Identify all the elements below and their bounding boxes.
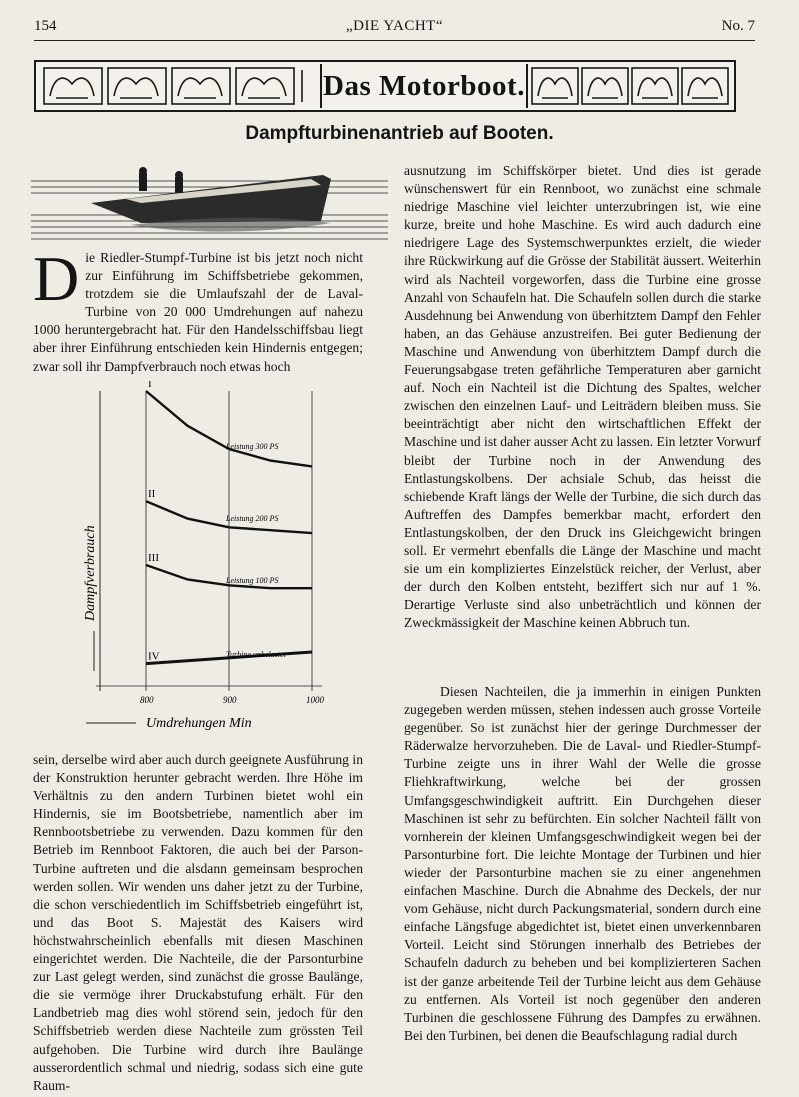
section-banner [34, 60, 736, 112]
turbine-chart [76, 381, 376, 751]
issue-number: No. 7 [721, 18, 755, 34]
motorboat-illustration [31, 163, 388, 243]
left-lower-paragraph: sein, derselbe wird aber auch durch geeignete Ausführung in der Konstruktion herunter gebracht werden. Ihre Höhe im Verhältnis zu den andern Turbinen bietet wohl ein Hindernis, sie im Bootsbetriebe, namentlich aber im Rennbootsbetriebe zu verwenden. Dazu kommen für den Betrieb im Rennboot Faktoren, die auch bei der Parson-Turbine auftreten und die alsdann gemeinsam besprochen werden sollen. Wir wenden uns daher jetzt zu der Turbine, die schon verschiedentlich im Schiffsbetrieb eingeführt ist, und das Boot S. Majestät des Kaisers wird höchstwahrscheinlich ebenfalls mit diesen Maschinen eingerichtet werden. Die Nachteile, die der Parsonturbine zur Last gelegt werden, sind zunächst die grosse Baulänge, die sie vermöge ihrer Druckabstufung erhält. Für den Landbetrieb mag dies wohl störend sein, jedoch für den Schiffsbetrieb werden diese Nachteile zum grössten Teil aufgehoben. Die Turbine wird durch ihre Baulänge ausserordentlich schmal und niedrig, sodass sich eine gute Raum- [33, 752, 363, 1093]
series-numeral: IV [148, 650, 160, 663]
x-tick-label: 900 [223, 695, 237, 705]
article-title: Dampfturbinenantrieb auf Booten. [245, 123, 554, 144]
header-rule [34, 40, 755, 41]
right-ornament [530, 66, 732, 106]
left-column-lower [33, 751, 363, 1095]
right-paragraph-2: Diesen Nachteilen, die ja immerhin in einigen Punkten zugegeben werden müssen, stehen indessen auch grosse Vorteile gegenüber. So ist zunächst hier der geringe Durchmesser der Räderwalze hervorzuheben. Die de Laval- und Riedler-Stumpf-Turbine zeigte uns in ihrer Wahl der Welle die grosse Fliehkraftwirkung, welche bei der grossen Umfangsgeschwindigkeit auftritt. Ein Durchgehen dieser Maschinen ist sehr zu befürchten. Ein solcher Nachteil fällt von vornherein der kleinen Umfangsgeschwindigkeit wegen bei der Parsonturbine fort. Die leichte Montage der Turbinen und hier wieder der Parsonturbine machen sie zu einer angenehmen einfachen Maschine. Durch die Abnahme des Deckels, der nur vom Gehäuse, nicht durch Packungsmaterial, sondern durch eine einfache Längsfuge abgedichtet ist, bietet einen unverkennbaren Vorteil. Leicht sind Störungen innerhalb des Betriebes der Schaufeln dadurch zu beheben und bei komplizierteren Sachen ist der ganze arbeitende Teil der Turbine leicht aus dem Gehäuse zu entfernen. Als Vorteil ist noch gegenüber den anderen Turbinen die geschlossene Führung des Dampfes zu erwähnen. Bei den Turbinen, bei denen die Beaufschlagung radial durch [404, 684, 761, 1043]
right-column-para-2 [404, 683, 761, 1045]
series-label: Leistung 200 PS [226, 514, 279, 523]
page-number: 154 [34, 18, 57, 34]
section-title: Das Motorboot. [320, 64, 528, 108]
series-label: Leistung 100 PS [226, 576, 279, 585]
intro-text: ie Riedler-Stumpf-Turbine ist bis jetzt noch nicht zur Einführung im Schiffsbetriebe gekommen, trotzdem sie die Umlaufszahl der de Laval-Turbine von 20 000 Umdrehungen auf nahezu 1000 heruntergebracht hat. Für den Handelsschiffsbau liegt aber ihrer Einführung entschieden kein Hindernis entgegen; zwar soll ihr Dampfverbrauch noch etwas hoch [33, 250, 363, 374]
x-tick-label: 800 [140, 695, 154, 705]
series-numeral: I [148, 381, 152, 390]
y-axis-label: Dampfverbrauch [83, 525, 98, 621]
drop-cap: D [33, 243, 80, 314]
page-header [34, 18, 755, 42]
right-paragraph-1: ausnutzung im Schiffskörper bietet. Und dies ist gerade wünschenswert für ein Rennboot, wo zunächst eine schmale niedrige Maschine viel leichter unterzubringen ist, wie eine kurze, breite und hohe Maschine. Es wird auch dadurch eine niedrigere Lage des Systemschwerpunktes erzielt, die wieder ihre Rückwirkung auf die Grösse der Stabilität äussert. Weiterhin wird als Nachteil vorgeworfen, dass die Turbine eine grosse Anzahl von Schaufeln hat. Die Schaufeln sollen durch die starke Ausdehnung bei Anwendung von überhitztem Dampf den Fehler haben, an das Gehäuse anzustreifen. Bei guter Bedienung der Maschine und Anwendung von überhitztem Dampf durch die Feuerungsabgase treten gefährliche Temperaturen aber garnicht auf. Noch ein Nachteil ist die Dichtung des Spaltes, welcher zwischen den einzelnen Lauf- und Leiträdern bleiben muss. Sie beeinträchtigt aber nicht den wirtschaftlichen Effekt der Maschine und ist daher ausser Acht zu lassen. Ein letzter Vorwurf bleibt der Turbine noch in der Anwendung des Entlastungskolbens. Der achsiale Schub, das heisst die schiebende Kraft längs der Welle der Turbine, die sich durch das Auftreffen des Dampfes bemerkbar macht, erfordert den Entlastungskolben, der den Druck ins Gleichgewicht bringen soll. Er vermehrt ebenfalls die Länge der Maschine und macht sie um ein kompliziertes Einzelstück reicher, der Verlust, aber der durch den Kolben entsteht, beziffert sich nur auf 1 %. Derartige Verluste sind also unbeträchtlich und können der Zweckmässigkeit der Maschine keinen Abbruch tun. [404, 163, 761, 631]
journal-title: „DIE YACHT“ [345, 18, 443, 34]
right-column-para-1 [404, 162, 761, 632]
intro-paragraph [33, 243, 363, 376]
series-label: Turbine unbelastet [226, 650, 286, 659]
series-numeral: III [148, 552, 159, 564]
series-numeral: II [148, 488, 156, 501]
x-axis-label: Umdrehungen Min [146, 716, 252, 731]
left-ornament [42, 66, 316, 106]
x-tick-label: 1000 [306, 695, 324, 705]
series-label: Leistung 300 PS [226, 442, 279, 451]
